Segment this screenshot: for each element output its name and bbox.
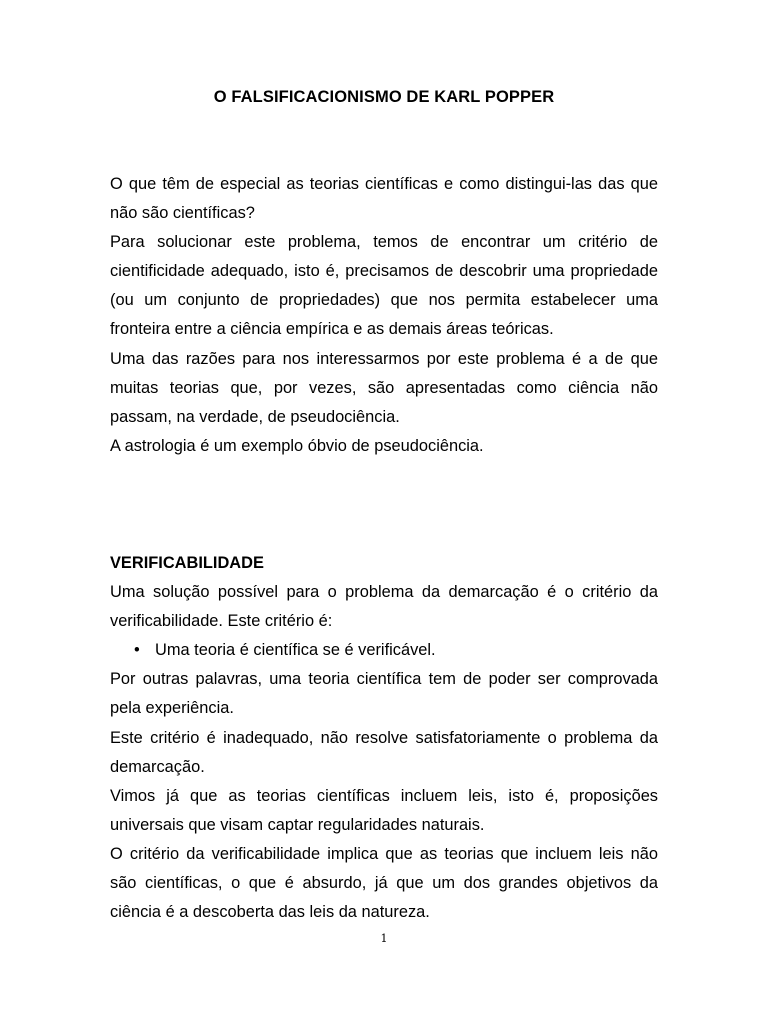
bullet-item [110, 636, 658, 665]
section-paragraph: Vimos já que as teorias científicas incluem leis, isto é, proposições universais que visam captar regularidades naturais. [110, 786, 658, 834]
intro-paragraph: O que têm de especial as teorias científicas e como distingui-las das que não são científicas? [110, 175, 658, 223]
document-title: O FALSIFICACIONISMO DE KARL POPPER [213, 88, 555, 106]
bullet-list [110, 636, 658, 665]
bullet-text: Uma teoria é científica se é verificável. [155, 641, 436, 660]
intro-paragraph: A astrologia é um exemplo óbvio de pseudociência. [110, 436, 484, 455]
intro-paragraph: Uma das razões para nos interessarmos por este problema é a de que muitas teorias que, por vezes, são apresentadas como ciência não passam, na verdade, de pseudociência. [110, 349, 658, 426]
section-paragraph: Uma solução possível para o problema da demarcação é o critério da verificabilidade. Este critério é: [110, 583, 658, 631]
bullet-icon: • [134, 641, 140, 660]
intro-paragraph: Para solucionar este problema, temos de encontrar um critério de cientificidade adequado, isto é, precisamos de descobrir uma propriedade (ou um conjunto de propriedades) que nos permita estabelecer uma fronteira entre a ciência empírica e as demais áreas teóricas. [110, 233, 658, 339]
intro-section [110, 170, 658, 461]
section-paragraph: Por outras palavras, uma teoria científica tem de poder ser comprovada pela experiência. [110, 670, 658, 718]
section-heading: VERIFICABILIDADE [110, 554, 264, 572]
page-number: 1 [380, 932, 388, 945]
section-paragraph: O critério da verificabilidade implica que as teorias que incluem leis não são científicas, o que é absurdo, já que um dos grandes objetivos da ciência é a descoberta das leis da natureza. [110, 844, 658, 922]
verificabilidade-section [110, 549, 658, 927]
section-paragraph: Este critério é inadequado, não resolve satisfatoriamente o problema da demarcação. [110, 728, 658, 776]
